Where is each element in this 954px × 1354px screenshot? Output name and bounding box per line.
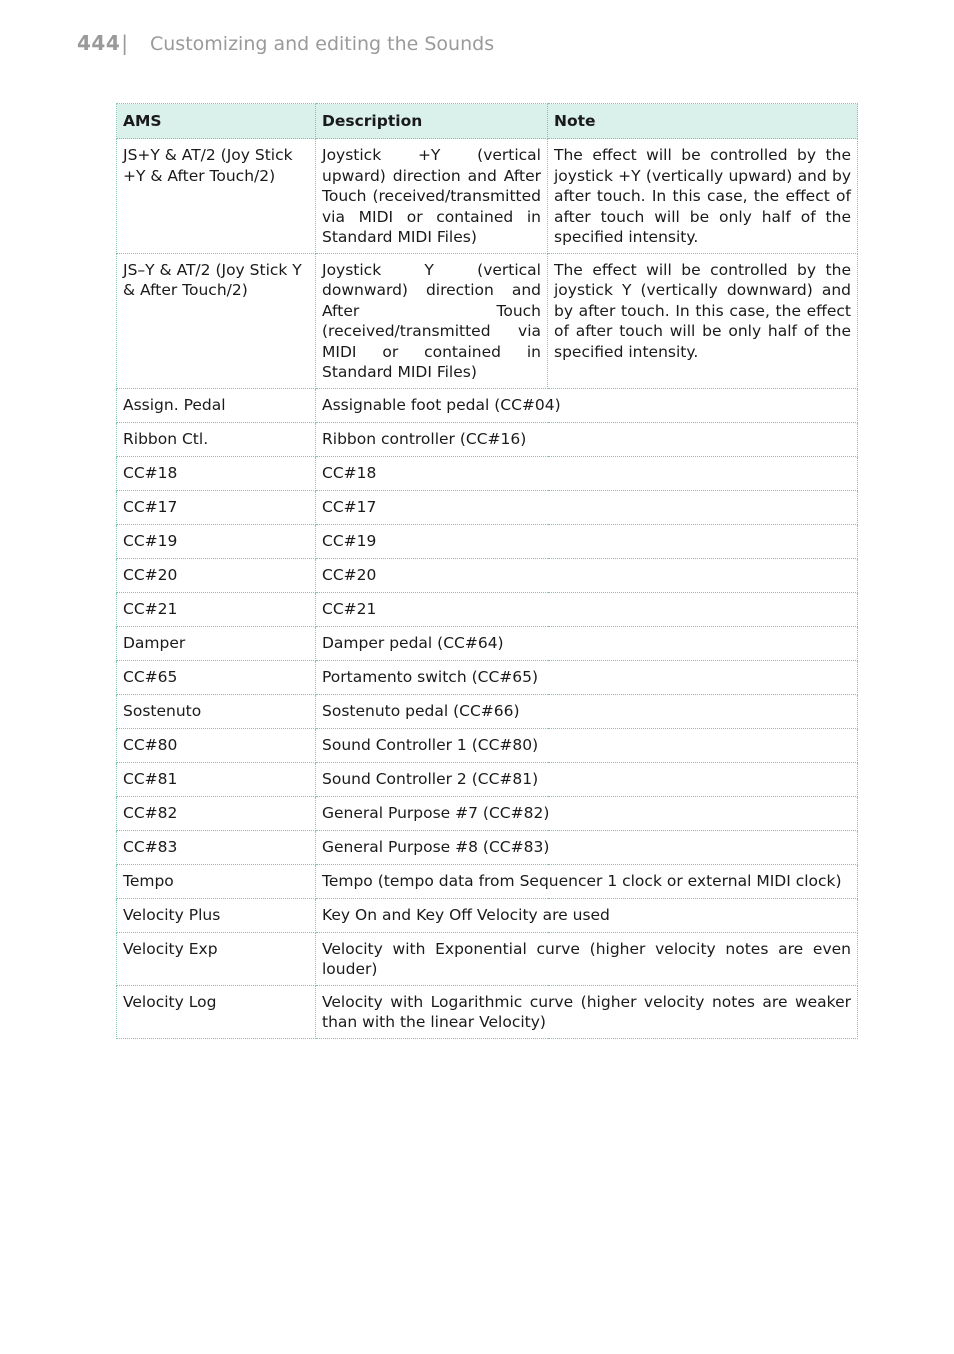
description-cell: Ribbon controller (CC#16) xyxy=(316,422,858,456)
ams-cell: Velocity Log xyxy=(117,985,316,1038)
ams-cell: CC#17 xyxy=(117,490,316,524)
description-cell: Sostenuto pedal (CC#66) xyxy=(316,694,858,728)
ams-cell: Ribbon Ctl. xyxy=(117,422,316,456)
ams-cell: Velocity Plus xyxy=(117,898,316,932)
description-cell: CC#21 xyxy=(316,592,858,626)
table-row xyxy=(117,830,858,864)
ams-cell: CC#83 xyxy=(117,830,316,864)
description-cell: CC#18 xyxy=(316,456,858,490)
description-cell: CC#19 xyxy=(316,524,858,558)
ams-cell: CC#20 xyxy=(117,558,316,592)
ams-cell: Damper xyxy=(117,626,316,660)
table-row xyxy=(117,932,858,985)
ams-cell: CC#21 xyxy=(117,592,316,626)
table-row xyxy=(117,864,858,898)
table-row xyxy=(117,898,858,932)
table-row xyxy=(117,592,858,626)
ams-cell: Sostenuto xyxy=(117,694,316,728)
description-cell: Key On and Key Off Velocity are used xyxy=(316,898,858,932)
table-row xyxy=(117,694,858,728)
description-cell: Portamento switch (CC#65) xyxy=(316,660,858,694)
description-cell: CC#20 xyxy=(316,558,858,592)
table-row xyxy=(117,388,858,422)
ams-cell: Tempo xyxy=(117,864,316,898)
table-row xyxy=(117,728,858,762)
description-cell: Tempo (tempo data from Sequencer 1 clock or external MIDI clock) xyxy=(316,864,858,898)
table-row xyxy=(117,626,858,660)
table-row xyxy=(117,796,858,830)
ams-cell: CC#18 xyxy=(117,456,316,490)
table-row xyxy=(117,660,858,694)
description-cell: Sound Controller 2 (CC#81) xyxy=(316,762,858,796)
description-cell: General Purpose #8 (CC#83) xyxy=(316,830,858,864)
column-header-description: Description xyxy=(316,104,548,139)
section-title: Customizing and editing the Sounds xyxy=(150,33,495,55)
description-cell: Joystick +Y (vertical upward) direction and After Touch (received/transmitted via MIDI or contained in Standard MIDI Files) xyxy=(316,139,548,254)
table-row xyxy=(117,422,858,456)
table-row xyxy=(117,985,858,1038)
ams-cell: CC#82 xyxy=(117,796,316,830)
table-row xyxy=(117,490,858,524)
description-cell: Damper pedal (CC#64) xyxy=(316,626,858,660)
description-cell: Assignable foot pedal (CC#04) xyxy=(316,388,858,422)
ams-cell: Assign. Pedal xyxy=(117,388,316,422)
ams-cell: CC#19 xyxy=(117,524,316,558)
page-number-separator: | xyxy=(121,31,128,55)
description-cell: Velocity with Logarithmic curve (higher velocity notes are weaker than with the linear Velocity) xyxy=(316,985,858,1038)
ams-table xyxy=(116,103,858,1039)
description-cell: Velocity with Exponential curve (higher velocity notes are even louder) xyxy=(316,932,858,985)
column-header-ams: AMS xyxy=(117,104,316,139)
description-cell: General Purpose #7 (CC#82) xyxy=(316,796,858,830)
ams-cell: JS–Y & AT/2 (Joy Stick Y & After Touch/2) xyxy=(117,253,316,388)
table-header-row xyxy=(117,104,858,139)
note-cell: The effect will be controlled by the joystick Y (vertically downward) and by after touch. In this case, the effect of after touch will be only half of the specified intensity. xyxy=(548,253,858,388)
description-cell: CC#17 xyxy=(316,490,858,524)
table-row xyxy=(117,762,858,796)
ams-cell: JS+Y & AT/2 (Joy Stick +Y & After Touch/2) xyxy=(117,139,316,254)
ams-cell: CC#80 xyxy=(117,728,316,762)
ams-cell: CC#65 xyxy=(117,660,316,694)
column-header-note: Note xyxy=(548,104,858,139)
table-row xyxy=(117,456,858,490)
table-row xyxy=(117,558,858,592)
table-row xyxy=(117,253,858,388)
description-cell: Joystick Y (vertical downward) direction and After Touch (received/transmitted via MIDI or contained in Standard MIDI Files) xyxy=(316,253,548,388)
page-header xyxy=(77,31,494,61)
page-number: 444 xyxy=(77,31,121,55)
note-cell: The effect will be controlled by the joystick +Y (vertically upward) and by after touch. In this case, the effect of after touch will be only half of the specified intensity. xyxy=(548,139,858,254)
ams-cell: Velocity Exp xyxy=(117,932,316,985)
table-row xyxy=(117,139,858,254)
description-cell: Sound Controller 1 (CC#80) xyxy=(316,728,858,762)
ams-cell: CC#81 xyxy=(117,762,316,796)
table-row xyxy=(117,524,858,558)
